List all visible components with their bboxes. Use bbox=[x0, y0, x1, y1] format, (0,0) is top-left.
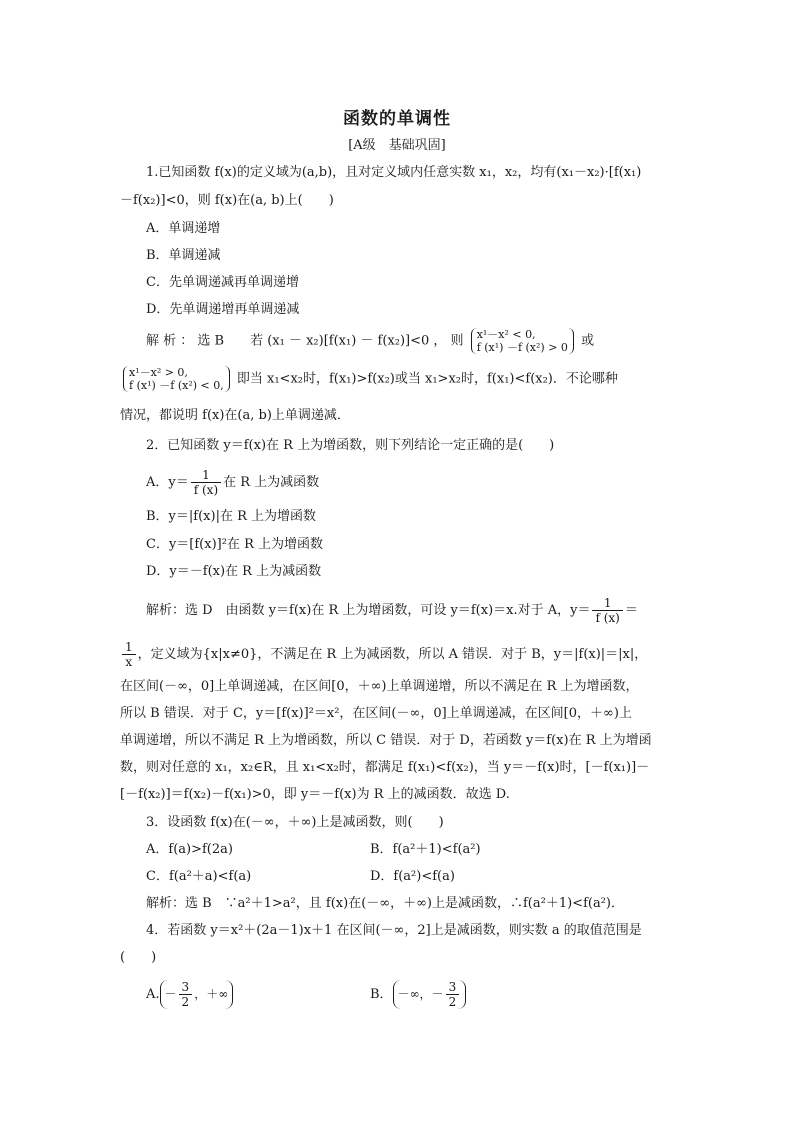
q2-option-b: B．y＝|f(x)|在 R 上为增函数 bbox=[146, 509, 316, 524]
q1-solution-line1 bbox=[146, 328, 594, 354]
page-title: 函数的单调性 bbox=[343, 109, 451, 129]
q3-option-d: D．f(a²)<f(a) bbox=[370, 869, 455, 884]
interval-right: ，＋∞ bbox=[194, 987, 229, 1001]
q1-option-a: A．单调递增 bbox=[146, 221, 221, 236]
q1-solution-line3: 情况，都说明 f(x)在(a, b)上单调递减． bbox=[120, 408, 350, 423]
q3-solution: 解析：选 B ∵a²＋1>a²，且 f(x)在(－∞，＋∞)上是减函数，∴f(a²＋1)<f(a²)． bbox=[146, 896, 624, 911]
fraction-denominator: 2 bbox=[181, 995, 190, 1009]
fraction-numerator: 3 bbox=[446, 980, 460, 995]
q1-option-c: C．先单调递减再单调递增 bbox=[146, 275, 299, 290]
q1-solution-text-2: 即当 x₁<x₂时，f(x₁)>f(x₂)或当 x₁>x₂时，f(x₁)<f(x₂)．不论哪种 bbox=[236, 371, 618, 387]
q4-option-b bbox=[370, 980, 466, 1009]
q1-system-2-row1: x¹－x² > 0, bbox=[129, 366, 188, 379]
interval-left: －∞，－ bbox=[397, 987, 444, 1001]
q2-option-a-text: 在 R 上为减函数 bbox=[223, 475, 320, 490]
q3-stem: 3．设函数 f(x)在(－∞，＋∞)上是减函数，则( ) bbox=[146, 815, 444, 830]
q1-solution-text: 解 析 ： 选 B 若 (x₁ － x₂)[f(x₁) － f(x₂)]<0 ， 则 bbox=[146, 333, 464, 349]
interval-left: － bbox=[164, 987, 177, 1001]
q4-option-b-interval bbox=[393, 980, 467, 1009]
q2-solution-line2 bbox=[120, 640, 647, 669]
q1-stem-line1: 1.已知函数 f(x)的定义域为(a,b)，且对定义域内任意实数 x₁，x₂，均有(x₁－x₂)·[f(x₁) bbox=[146, 165, 642, 180]
fraction-numerator: 1 bbox=[122, 640, 136, 655]
q2-solution-line7: [－f(x₂)]＝f(x₂)－f(x₁)>0，即 y＝－f(x)为 R 上的减函数．故选 D. bbox=[120, 787, 510, 802]
q4-stem-line1: 4．若函数 y＝x²＋(2a－1)x＋1 在区间(－∞，2]上是减函数，则实数 a 的取值范围是 bbox=[146, 923, 642, 938]
q2-solution-fraction bbox=[592, 596, 622, 625]
fraction-denominator: x bbox=[125, 655, 133, 669]
q2-option-a-label: A．y＝ bbox=[146, 475, 189, 490]
q1-option-d: D．先单调递增再单调递减 bbox=[146, 302, 300, 317]
q4-option-b-label: B． bbox=[370, 987, 393, 1002]
q2-option-a-fraction bbox=[191, 468, 221, 497]
q2-solution-line3: 在区间(－∞，0]上单调递减，在区间[0，＋∞)上单调递增，所以不满足在 R 上为增函数， bbox=[120, 679, 639, 694]
fraction-denominator: f (x) bbox=[193, 483, 219, 497]
q2-solution-fraction-2 bbox=[122, 640, 136, 669]
q2-solution-text: 解析：选 D 由函数 y＝f(x)在 R 上为增函数，可设 y＝f(x)＝x.对于 A，y＝ bbox=[146, 603, 591, 618]
q2-solution-line4: 所以 B 错误．对于 C，y＝[f(x)]²＝x²，在区间(－∞，0]上单调递减，在区间[0，＋∞)上 bbox=[120, 706, 632, 721]
q3-option-b: B．f(a²＋1)<f(a²) bbox=[370, 842, 481, 857]
fraction-denominator: f (x) bbox=[595, 611, 620, 625]
fraction-numerator: 3 bbox=[179, 980, 193, 995]
q2-solution-line6: 数，则对任意的 x₁，x₂∈R，且 x₁<x₂时，都满足 f(x₁)<f(x₂)，当 y＝－f(x)时，[－f(x₁)]－ bbox=[120, 760, 650, 775]
q2-solution-equals: ＝ bbox=[624, 603, 638, 618]
q3-option-c: C．f(a²＋a)<f(a) bbox=[146, 869, 252, 884]
q2-option-a bbox=[146, 468, 319, 497]
q2-stem: 2．已知函数 y＝f(x)在 R 上为增函数，则下列结论一定正确的是( ) bbox=[146, 438, 555, 453]
fraction-numerator: 1 bbox=[191, 468, 221, 483]
q1-stem-line2: －f(x₂)]<0，则 f(x)在(a, b)上( ) bbox=[120, 193, 334, 208]
q1-system-2 bbox=[123, 366, 230, 392]
q4-option-b-fraction bbox=[446, 980, 460, 1009]
q2-option-d: D．y＝－f(x)在 R 上为减函数 bbox=[146, 564, 322, 579]
q1-system-2-row2: f (x¹) －f (x²) < 0, bbox=[129, 379, 224, 392]
q1-solution-or: 或 bbox=[581, 333, 595, 349]
q2-solution-text-2: ，定义域为{x|x≠0}，不满足在 R 上为减函数，所以 A 错误．对于 B，y＝|f(x)|＝|x|， bbox=[137, 647, 648, 662]
q4-option-a-fraction bbox=[179, 980, 193, 1009]
q2-option-c: C．y＝[f(x)]²在 R 上为增函数 bbox=[146, 537, 323, 552]
q4-option-a-interval bbox=[160, 980, 234, 1009]
q1-system-1-row2: f (x¹) －f (x²) > 0 bbox=[476, 341, 568, 354]
q3-option-a: A．f(a)>f(2a) bbox=[146, 842, 233, 857]
q1-system-1 bbox=[471, 328, 574, 354]
q4-stem-line2: ( ) bbox=[120, 950, 157, 965]
fraction-numerator: 1 bbox=[592, 596, 622, 611]
q2-solution-line5: 单调递增，所以不满足 R 上为增函数，所以 C 错误．对于 D，若函数 y＝f(x)在 R 上为增函 bbox=[120, 733, 652, 748]
q2-solution-line1 bbox=[146, 596, 638, 625]
section-heading: [A级 基础巩固] bbox=[348, 138, 446, 153]
q4-option-a-label: A. bbox=[146, 987, 160, 1002]
q4-option-a bbox=[146, 980, 233, 1009]
fraction-denominator: 2 bbox=[448, 995, 457, 1009]
q1-solution-line2 bbox=[120, 366, 618, 392]
q1-option-b: B．单调递减 bbox=[146, 248, 221, 263]
q1-system-1-row1: x¹－x² < 0, bbox=[476, 328, 536, 341]
